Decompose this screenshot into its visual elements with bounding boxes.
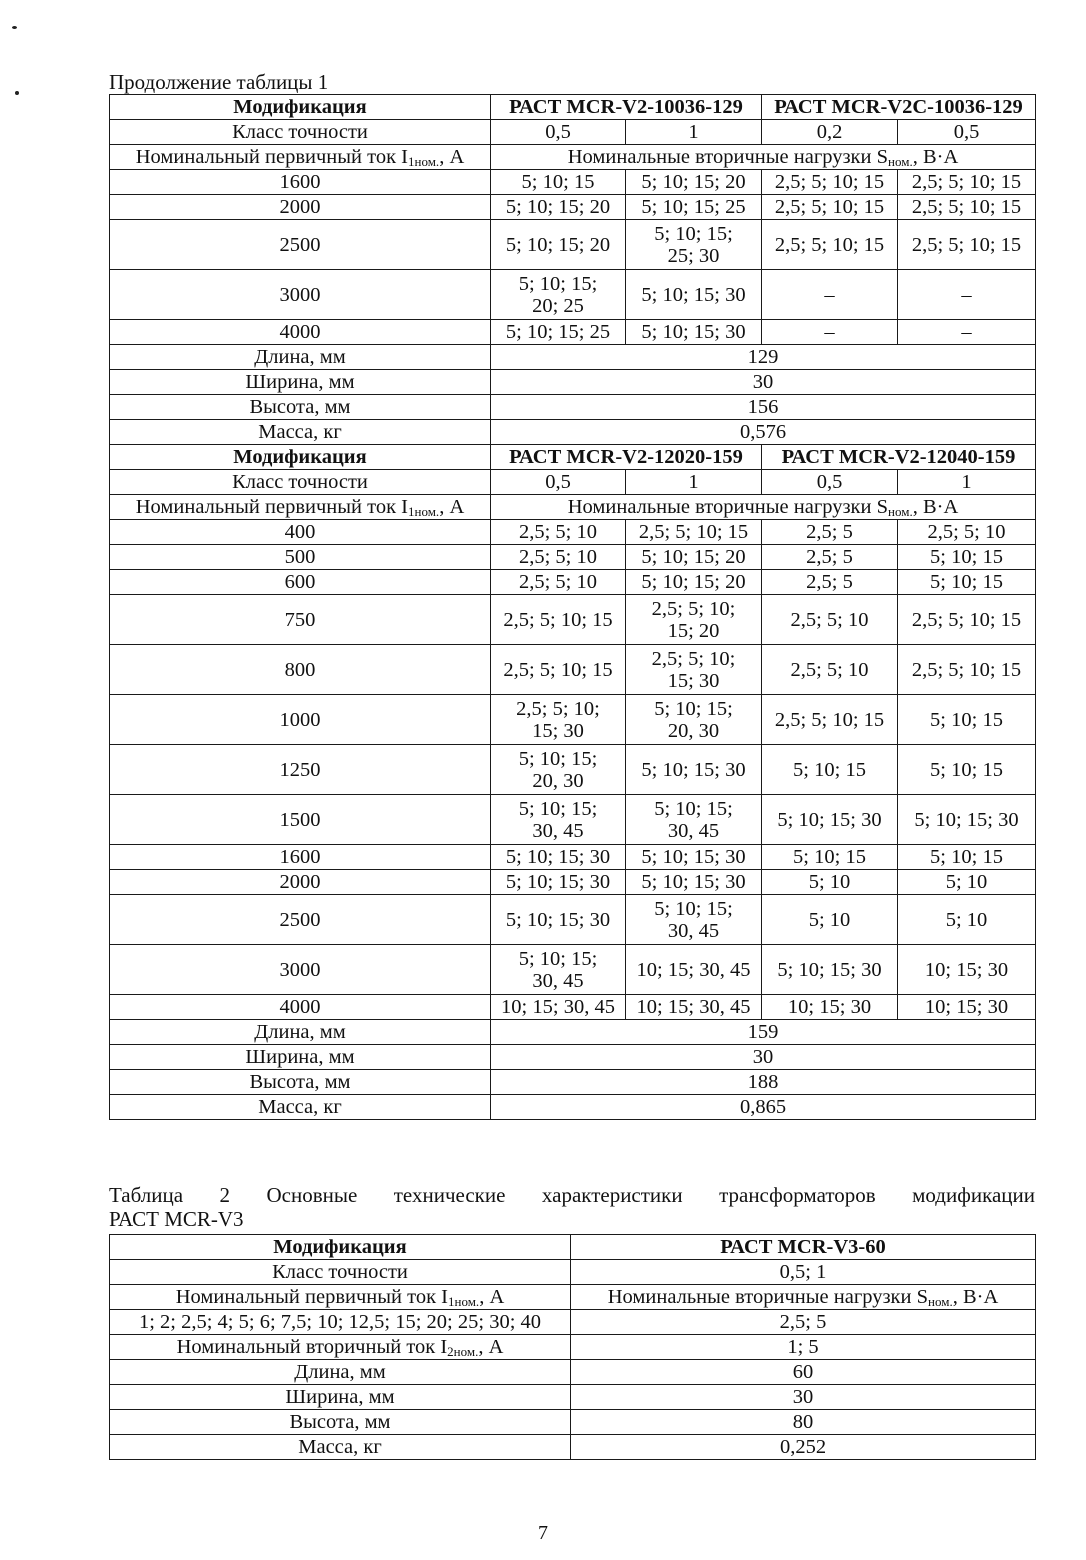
table2-width-label: Ширина, мм	[110, 1385, 571, 1410]
table2-caption-line2: РАСТ MCR-V3	[109, 1207, 244, 1231]
length-label: Длина, мм	[110, 1020, 491, 1045]
secondary-load-value: 5; 10; 15; 30	[762, 795, 898, 845]
secondary-load-value: 10; 15; 30, 45	[626, 945, 762, 995]
table2-caption-line1: Таблица 2 Основные технические характеристики трансформаторов модификации	[109, 1183, 1035, 1207]
primary-current-value: 1000	[110, 695, 491, 745]
table-row	[110, 845, 1036, 870]
secondary-load-value: 5; 10; 15; 30	[491, 845, 626, 870]
scan-mark	[12, 26, 17, 29]
secondary-load-value: 5; 10; 15; 20	[626, 170, 762, 195]
secondary-load-value: 2,5; 5; 10; 15	[898, 595, 1036, 645]
table2-secondary-current: 1; 5	[571, 1335, 1036, 1360]
height-value: 156	[491, 395, 1036, 420]
secondary-load-value: 5; 10; 15; 25	[626, 195, 762, 220]
secondary-load-value: 10; 15; 30	[762, 995, 898, 1020]
primary-current-value: 1500	[110, 795, 491, 845]
table2-mass: 0,252	[571, 1435, 1036, 1460]
secondary-load-value: 2,5; 5; 10; 15	[762, 195, 898, 220]
table-row	[110, 370, 1036, 395]
width-label: Ширина, мм	[110, 1045, 491, 1070]
primary-current-value: 3000	[110, 945, 491, 995]
secondary-load-value: 5; 10; 15; 30	[491, 895, 626, 945]
secondary-load-value: 5; 10; 15; 30	[626, 320, 762, 345]
secondary-load-value: 2,5; 5; 10; 15	[898, 645, 1036, 695]
secondary-load-value: 10; 15; 30	[898, 945, 1036, 995]
mass-value: 0,865	[491, 1095, 1036, 1120]
length-value: 159	[491, 1020, 1036, 1045]
secondary-load-value: –	[898, 270, 1036, 320]
accuracy-label: Класс точности	[110, 120, 491, 145]
table-row	[110, 220, 1036, 270]
secondary-load-value: 2,5; 5; 10; 15	[898, 220, 1036, 270]
secondary-load-value: 5; 10; 15; 30	[626, 870, 762, 895]
secondary-load-value: 2,5; 5; 10; 15	[762, 170, 898, 195]
accuracy-class: 0,5	[898, 120, 1036, 145]
primary-current-value: 400	[110, 520, 491, 545]
table-row	[110, 145, 1036, 170]
primary-current-value: 1600	[110, 170, 491, 195]
model-header: РАСТ MCR-V2C-10036-129	[762, 95, 1036, 120]
scan-mark	[15, 91, 19, 95]
secondary-load-value: 2,5; 5; 10	[898, 520, 1036, 545]
table-row	[110, 745, 1036, 795]
secondary-load-value: 2,5; 5	[762, 570, 898, 595]
secondary-load-value: 5; 10; 15	[898, 695, 1036, 745]
primary-current-value: 2000	[110, 195, 491, 220]
secondary-load-value: 5; 10; 15; 20, 30	[626, 695, 762, 745]
secondary-load-value: 2,5; 5; 10	[491, 545, 626, 570]
secondary-load-value: 5; 10; 15; 20, 30	[491, 745, 626, 795]
secondary-load-value: 2,5; 5; 10; 15	[762, 695, 898, 745]
table2-model: РАСТ MCR-V3-60	[571, 1235, 1036, 1260]
mass-value: 0,576	[491, 420, 1036, 445]
primary-current-label: Номинальный первичный ток $I_{1ном.}$, А	[110, 145, 491, 170]
table2-height: 80	[571, 1410, 1036, 1435]
height-value: 188	[491, 1070, 1036, 1095]
table2-secondary-loads: 2,5; 5	[571, 1310, 1036, 1335]
secondary-load-value: 5; 10	[898, 870, 1036, 895]
primary-current-value: 3000	[110, 270, 491, 320]
accuracy-class: 0,5	[491, 120, 626, 145]
primary-current-value: 500	[110, 545, 491, 570]
secondary-load-value: 2,5; 5; 10; 15; 20	[626, 595, 762, 645]
secondary-load-value: 5; 10; 15; 30	[626, 745, 762, 795]
table-row	[110, 570, 1036, 595]
table-row	[110, 470, 1036, 495]
secondary-load-value: 5; 10; 15	[898, 745, 1036, 795]
table-row	[110, 595, 1036, 645]
table2-modification-label: Модификация	[110, 1235, 571, 1260]
primary-current-value: 2500	[110, 895, 491, 945]
table-row	[110, 645, 1036, 695]
secondary-load-value: 5; 10; 15	[491, 170, 626, 195]
width-value: 30	[491, 370, 1036, 395]
table-row	[110, 270, 1036, 320]
secondary-load-value: 5; 10; 15	[898, 570, 1036, 595]
secondary-load-value: 5; 10; 15; 20	[491, 195, 626, 220]
accuracy-class: 1	[626, 120, 762, 145]
table-row	[110, 695, 1036, 745]
table-row	[110, 120, 1036, 145]
secondary-load-value: 2,5; 5; 10; 15	[762, 220, 898, 270]
secondary-load-value: 2,5; 5; 10	[762, 595, 898, 645]
secondary-load-value: 2,5; 5; 10	[491, 520, 626, 545]
primary-current-value: 750	[110, 595, 491, 645]
table2-caption	[109, 1183, 1035, 1231]
secondary-load-value: 2,5; 5; 10; 15	[491, 595, 626, 645]
secondary-load-value: 5; 10; 15	[898, 545, 1036, 570]
table-row	[110, 345, 1036, 370]
table2-accuracy-label: Класс точности	[110, 1260, 571, 1285]
secondary-load-value: 5; 10	[762, 870, 898, 895]
modification-label: Модификация	[110, 95, 491, 120]
table-row	[110, 795, 1036, 845]
secondary-load-value: 5; 10; 15; 20	[626, 545, 762, 570]
accuracy-class: 1	[626, 470, 762, 495]
primary-current-label: Номинальный первичный ток $I_{1ном.}$, А	[110, 495, 491, 520]
secondary-load-value: 2,5; 5; 10	[491, 570, 626, 595]
secondary-load-value: 5; 10; 15; 30	[762, 945, 898, 995]
secondary-load-value: 5; 10; 15	[762, 745, 898, 795]
table2-secondary-current-label: Номинальный вторичный ток $I_{2ном.}$, А	[110, 1335, 571, 1360]
secondary-load-value: 5; 10; 15; 30	[898, 795, 1036, 845]
secondary-load-value: 5; 10	[762, 895, 898, 945]
table-row	[110, 320, 1036, 345]
accuracy-class: 0,5	[491, 470, 626, 495]
table2-width: 30	[571, 1385, 1036, 1410]
secondary-load-value: 5; 10; 15; 30	[626, 845, 762, 870]
table-row	[110, 520, 1036, 545]
table-row	[110, 1095, 1036, 1120]
table-row	[110, 1020, 1036, 1045]
table-row	[110, 995, 1036, 1020]
table2-primary-current-values: 1; 2; 2,5; 4; 5; 6; 7,5; 10; 12,5; 15; 20; 25; 30; 40	[110, 1310, 571, 1335]
primary-current-value: 2500	[110, 220, 491, 270]
secondary-loads-label: Номинальные вторичные нагрузки $S_{ном.}$, В·А	[491, 145, 1036, 170]
primary-current-value: 800	[110, 645, 491, 695]
table-row	[110, 945, 1036, 995]
primary-current-value: 1250	[110, 745, 491, 795]
primary-current-value: 2000	[110, 870, 491, 895]
primary-current-value: 4000	[110, 320, 491, 345]
table2-length-label: Длина, мм	[110, 1360, 571, 1385]
secondary-load-value: 2,5; 5; 10; 15	[491, 645, 626, 695]
table-row	[110, 95, 1036, 120]
secondary-loads-label: Номинальные вторичные нагрузки $S_{ном.}$, В·А	[491, 495, 1036, 520]
secondary-load-value: 5; 10; 15; 30	[491, 870, 626, 895]
secondary-load-value: 2,5; 5; 10; 15	[898, 170, 1036, 195]
secondary-load-value: 2,5; 5; 10; 15	[626, 520, 762, 545]
secondary-load-value: 5; 10; 15	[898, 845, 1036, 870]
secondary-load-value: 2,5; 5; 10; 15; 30	[491, 695, 626, 745]
table2-secondary-loads-label: Номинальные вторичные нагрузки $S_{ном.}$, В·А	[571, 1285, 1036, 1310]
table2-mass-label: Масса, кг	[110, 1435, 571, 1460]
table-row	[110, 195, 1036, 220]
accuracy-class: 0,5	[762, 470, 898, 495]
secondary-load-value: 2,5; 5	[762, 545, 898, 570]
table-row	[110, 445, 1036, 470]
secondary-load-value: 5; 10; 15; 30	[626, 270, 762, 320]
table2-accuracy: 0,5; 1	[571, 1260, 1036, 1285]
primary-current-value: 600	[110, 570, 491, 595]
page-number: 7	[538, 1522, 548, 1544]
table2-height-label: Высота, мм	[110, 1410, 571, 1435]
modification-label: Модификация	[110, 445, 491, 470]
secondary-load-value: 5; 10; 15; 20	[626, 570, 762, 595]
secondary-load-value: 5; 10; 15; 30, 45	[626, 895, 762, 945]
secondary-load-value: 2,5; 5	[762, 520, 898, 545]
secondary-load-value: 10; 15; 30, 45	[626, 995, 762, 1020]
table2-primary-current-label: Номинальный первичный ток $I_{1ном.}$, А	[110, 1285, 571, 1310]
table2	[109, 1234, 1036, 1460]
secondary-load-value: 2,5; 5; 10	[762, 645, 898, 695]
secondary-load-value: 2,5; 5; 10; 15; 30	[626, 645, 762, 695]
table-row	[110, 870, 1036, 895]
secondary-load-value: 5; 10; 15; 30, 45	[491, 945, 626, 995]
table1-caption: Продолжение таблицы 1	[109, 70, 329, 94]
model-header: РАСТ MCR-V2-12020-159	[491, 445, 762, 470]
model-header: РАСТ MCR-V2-12040-159	[762, 445, 1036, 470]
secondary-load-value: 10; 15; 30, 45	[491, 995, 626, 1020]
length-label: Длина, мм	[110, 345, 491, 370]
table2-length: 60	[571, 1360, 1036, 1385]
secondary-load-value: 5; 10; 15; 25	[491, 320, 626, 345]
accuracy-class: 0,2	[762, 120, 898, 145]
secondary-load-value: 5; 10	[898, 895, 1036, 945]
secondary-load-value: 2,5; 5; 10; 15	[898, 195, 1036, 220]
primary-current-value: 1600	[110, 845, 491, 870]
height-label: Высота, мм	[110, 1070, 491, 1095]
secondary-load-value: 5; 10; 15; 30, 45	[626, 795, 762, 845]
secondary-load-value: 5; 10; 15	[762, 845, 898, 870]
accuracy-class: 1	[898, 470, 1036, 495]
table-row	[110, 1045, 1036, 1070]
secondary-load-value: 5; 10; 15; 25; 30	[626, 220, 762, 270]
mass-label: Масса, кг	[110, 1095, 491, 1120]
table-row	[110, 495, 1036, 520]
width-label: Ширина, мм	[110, 370, 491, 395]
primary-current-value: 4000	[110, 995, 491, 1020]
secondary-load-value: –	[898, 320, 1036, 345]
table-row	[110, 395, 1036, 420]
secondary-load-value: 5; 10; 15; 20; 25	[491, 270, 626, 320]
table-row	[110, 895, 1036, 945]
secondary-load-value: –	[762, 320, 898, 345]
model-header: РАСТ MCR-V2-10036-129	[491, 95, 762, 120]
table-row	[110, 545, 1036, 570]
table-row	[110, 420, 1036, 445]
mass-label: Масса, кг	[110, 420, 491, 445]
table-row	[110, 170, 1036, 195]
secondary-load-value: 5; 10; 15; 20	[491, 220, 626, 270]
secondary-load-value: –	[762, 270, 898, 320]
height-label: Высота, мм	[110, 395, 491, 420]
length-value: 129	[491, 345, 1036, 370]
accuracy-label: Класс точности	[110, 470, 491, 495]
width-value: 30	[491, 1045, 1036, 1070]
table-row	[110, 1070, 1036, 1095]
table1	[109, 94, 1036, 1120]
secondary-load-value: 5; 10; 15; 30, 45	[491, 795, 626, 845]
secondary-load-value: 10; 15; 30	[898, 995, 1036, 1020]
